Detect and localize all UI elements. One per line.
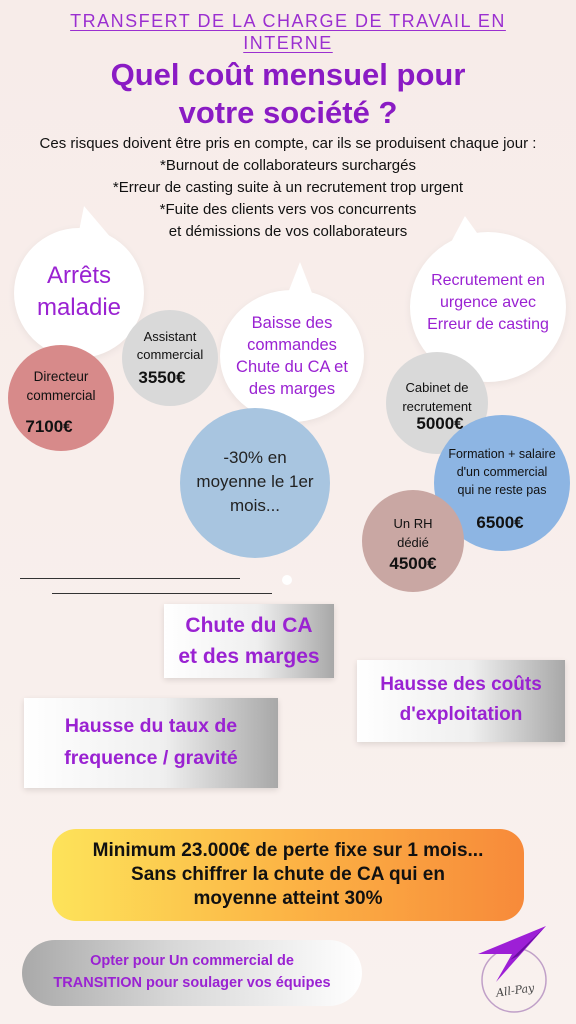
- bubble-baisse-text: [220, 312, 364, 400]
- summary-line: Sans chiffrer la chute de CA qui en: [131, 864, 445, 885]
- box-hausse-taux: [24, 698, 278, 788]
- summary-line: moyenne atteint 30%: [193, 888, 383, 909]
- box-text: [357, 670, 565, 730]
- bubble-tail: [286, 262, 314, 298]
- circle-directeur-commercial: [8, 345, 114, 451]
- circle-amount: 4500€: [389, 554, 437, 573]
- bubble-baisse-commandes: [220, 290, 364, 422]
- bubble-line: commandes: [247, 336, 337, 354]
- circle-rh-dedie: [362, 490, 464, 592]
- page-title: [30, 56, 546, 132]
- circle-assistant-commercial: [122, 310, 218, 406]
- box-line: Chute du CA: [185, 614, 313, 637]
- box-text: [164, 610, 334, 672]
- circle-label: [8, 367, 114, 405]
- circle-amount: 3550€: [138, 368, 186, 387]
- cta-line: TRANSITION pour soulager vos équipes: [53, 975, 331, 991]
- circle-label-line: moyenne le 1er: [196, 472, 314, 491]
- circle-label-line: Formation + salaire: [448, 447, 556, 461]
- box-chute-ca: [164, 604, 334, 678]
- box-text: [24, 710, 278, 774]
- box-line: Hausse du taux de: [64, 715, 238, 737]
- box-line: d'exploitation: [399, 704, 523, 725]
- decorative-dot: [282, 575, 292, 585]
- circle-label-line: recrutement: [402, 399, 472, 414]
- intro-line: *Erreur de casting suite à un recrutement trop urgent: [112, 179, 464, 196]
- box-line: frequence / gravité: [64, 747, 238, 769]
- bubble-recrutement-text: [410, 270, 566, 336]
- circle-label-line: -30% en: [223, 448, 287, 467]
- logo-icon: [458, 920, 562, 1020]
- circle-label-line: qui ne reste pas: [457, 483, 547, 497]
- box-hausse-couts: [357, 660, 565, 742]
- header-kicker: TRANSFERT DE LA CHARGE DE TRAVAIL EN INTERNE: [70, 11, 506, 53]
- circle-label: [122, 328, 218, 364]
- circle-label-line: d'un commercial: [456, 465, 548, 479]
- circle-label-line: Un RH: [393, 516, 433, 531]
- circle-label: [386, 378, 488, 416]
- intro-line: *Fuite des clients vers vos concurrents: [159, 201, 417, 218]
- circle-label-line: mois...: [229, 496, 281, 515]
- circle-amount: 7100€: [25, 417, 73, 436]
- circle-amount: 5000€: [416, 414, 464, 433]
- circle-label-line: commercial: [136, 347, 204, 362]
- bubble-line: Recrutement en: [431, 272, 545, 289]
- intro-line: *Burnout de collaborateurs surchargés: [160, 157, 416, 174]
- logo-text: All-Pay: [495, 981, 536, 1000]
- summary-banner: [52, 829, 524, 921]
- bubble-line: Arrêts: [46, 262, 111, 289]
- box-line: Hausse des coûts: [380, 674, 542, 695]
- bubble-arrets-text: [14, 260, 144, 324]
- circle-label: [362, 514, 464, 552]
- circle-label-line: Cabinet de: [405, 380, 469, 395]
- bubble-line: urgence avec: [439, 294, 537, 311]
- summary-text: [52, 839, 524, 911]
- divider-line: [20, 578, 240, 579]
- cta-banner[interactable]: [22, 940, 362, 1006]
- circle-label-line: dédié: [397, 535, 429, 550]
- bubble-line: maladie: [36, 294, 122, 321]
- title-line-2: votre société ?: [178, 95, 398, 130]
- cta-text: [22, 950, 362, 994]
- intro-line: et démissions de vos collaborateurs: [168, 223, 408, 240]
- intro-line: Ces risques doivent être pris en compte, car ils se produisent chaque jour :: [39, 135, 537, 152]
- box-line: et des marges: [178, 645, 320, 668]
- bubble-line: des marges: [248, 380, 336, 398]
- circle-label: [180, 446, 330, 518]
- bubble-line: Chute du CA et: [236, 358, 348, 376]
- circle-label: [434, 445, 570, 499]
- brand-logo: [458, 920, 562, 1020]
- title-line-1: Quel coût mensuel pour: [110, 57, 466, 92]
- circle-perte-ca: [180, 408, 330, 558]
- circle-label-line: commercial: [26, 388, 96, 403]
- summary-line: Minimum 23.000€ de perte fixe sur 1 mois...: [92, 840, 484, 861]
- divider-line: [52, 593, 272, 594]
- circle-label-line: Directeur: [33, 369, 89, 384]
- circle-amount: 6500€: [476, 513, 524, 532]
- cta-line: Opter pour Un commercial de: [90, 953, 294, 969]
- bubble-line: Baisse des: [251, 314, 333, 332]
- circle-label-line: Assistant: [143, 329, 197, 344]
- bubble-line: Erreur de casting: [427, 316, 549, 333]
- bubble-tail: [76, 206, 118, 246]
